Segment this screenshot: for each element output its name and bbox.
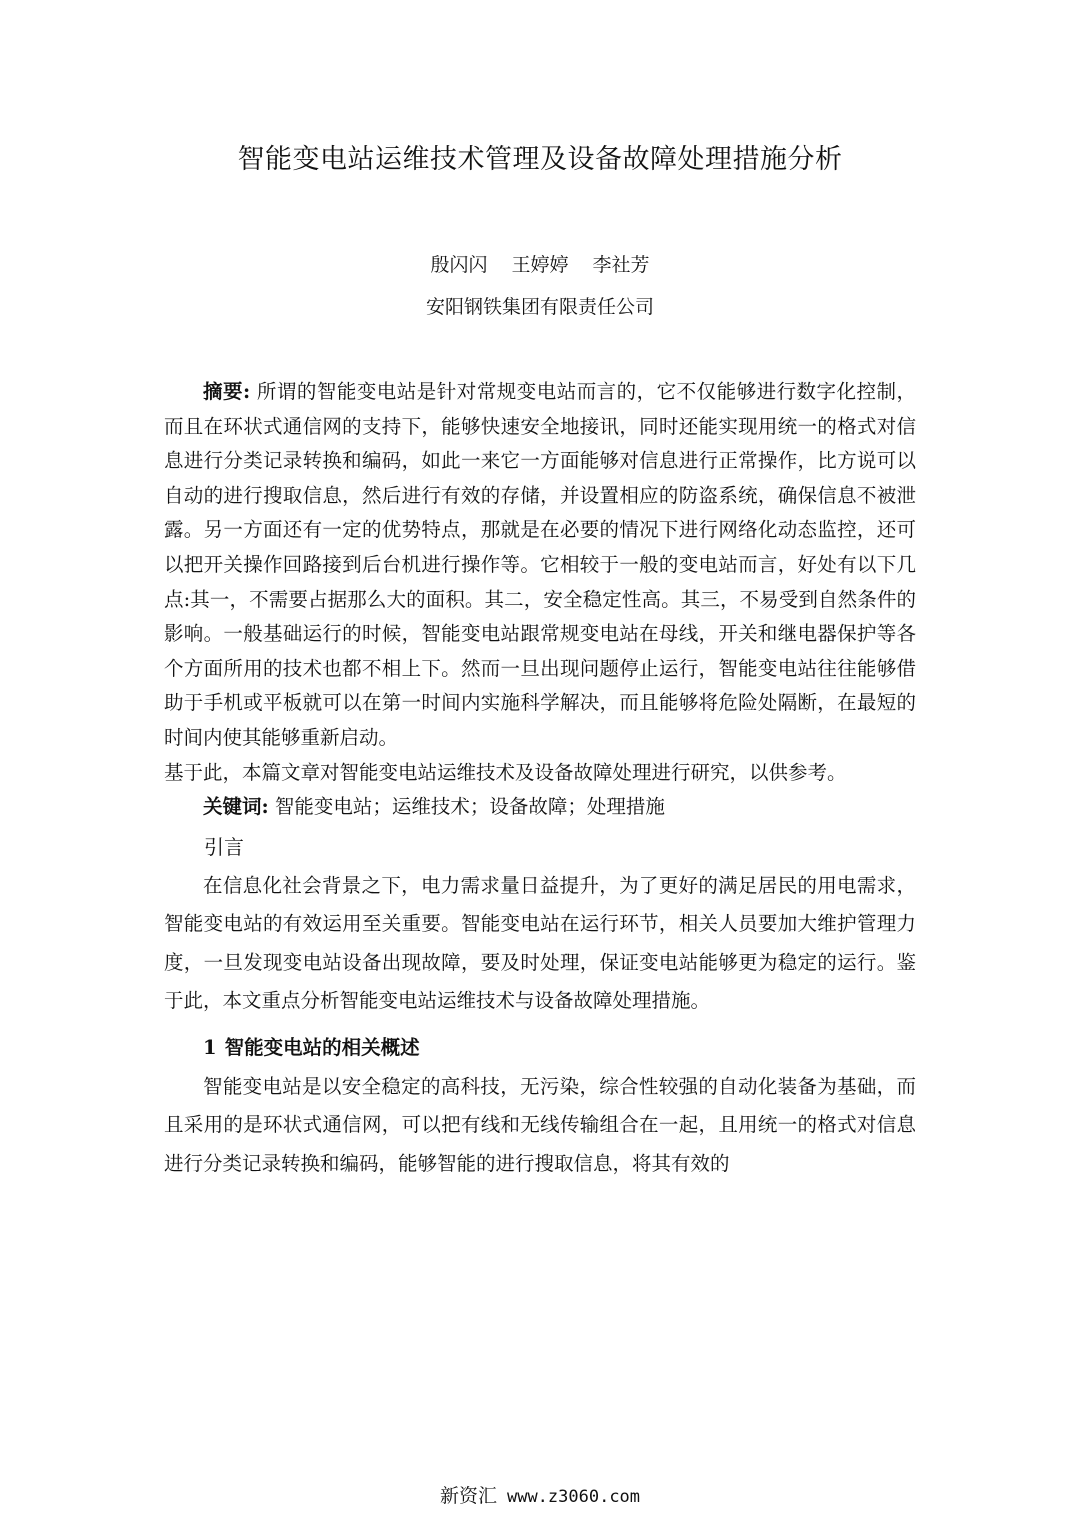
abstract-conclusion: 基于此，本篇文章对智能变电站运维技术及设备故障处理进行研究，以供参考。 xyxy=(164,760,847,784)
abstract-text: 所谓的智能变电站是针对常规变电站而言的，它不仅能够进行数字化控制，而且在环状式通信网的支持下，能够快速安全地接讯，同时还能实现用统一的格式对信息进行分类记录转换和编码，如此一来它一方面能够对信息进行正常操作，比方说可以自动的进行搜取信息，然后进行有效的存储，并设置相应的防盗系统，确保信息不被泄露。另一方面还有一定的优势特点，那就是在必要的情况下进行网络化动态监控，还可以把开关操作回路接到后台机进行操作等。它相较于一般的变电站而言，好处有以下几点:其一，不需要占据那么大的面积。其二，安全稳定性高。其三，不易受到自然条件的影响。一般基础运行的时候，智能变电站跟常规变电站在母线，开关和继电器保护等各个方面所用的技术也都不相上下。然而一旦出现问题停止运行，智能变电站往往能够借助于手机或平板就可以在第一时间内实施科学解决，而且能够将危险处隔断，在最短的时间内使其能够重新启动。 xyxy=(164,380,917,749)
keywords-text: 智能变电站；运维技术；设备故障；处理措施 xyxy=(268,795,665,819)
page-footer xyxy=(0,1483,1080,1510)
paper-title: 智能变电站运维技术管理及设备故障处理措施分析 xyxy=(237,144,843,175)
abstract-label: 摘要: xyxy=(203,380,251,403)
footer-url[interactable]: www.z3060.com xyxy=(506,1487,641,1507)
footer-brand: 新资汇 xyxy=(439,1485,497,1507)
section-1-number: 1 xyxy=(203,1035,217,1059)
introduction-heading: 引言 xyxy=(204,834,244,859)
section-1-heading xyxy=(164,1028,916,1068)
introduction-paragraph: 在信息化社会背景之下，电力需求量日益提升，为了更好的满足居民的用电需求，智能变电站的有效运用至关重要。智能变电站在运行环节，相关人员要加大维护管理力度，一旦发现变电站设备出现故障，要及时处理，保证变电站能够更为稳定的运行。鉴于此，本文重点分析智能变电站运维技术与设备故障处理措施。 xyxy=(164,873,916,1013)
keywords-line xyxy=(164,790,916,825)
section-1-title: 智能变电站的相关概述 xyxy=(224,1035,420,1059)
author-affiliation: 安阳钢铁集团有限责任公司 xyxy=(425,296,654,318)
paper-content xyxy=(164,375,916,1183)
keywords-label: 关键词: xyxy=(203,795,269,819)
section-1-paragraph: 智能变电站是以安全稳定的高科技，无污染，综合性较强的自动化装备为基础，而且采用的是环状式通信网，可以把有线和无线传输组合在一起，且用统一的格式对信息进行分类记录转换和编码，能够智能的进行搜取信息，将其有效的 xyxy=(164,1074,916,1175)
abstract-paragraph xyxy=(164,375,916,756)
author-list: 殷闪闪 王婷婷 李社芳 xyxy=(430,254,650,276)
